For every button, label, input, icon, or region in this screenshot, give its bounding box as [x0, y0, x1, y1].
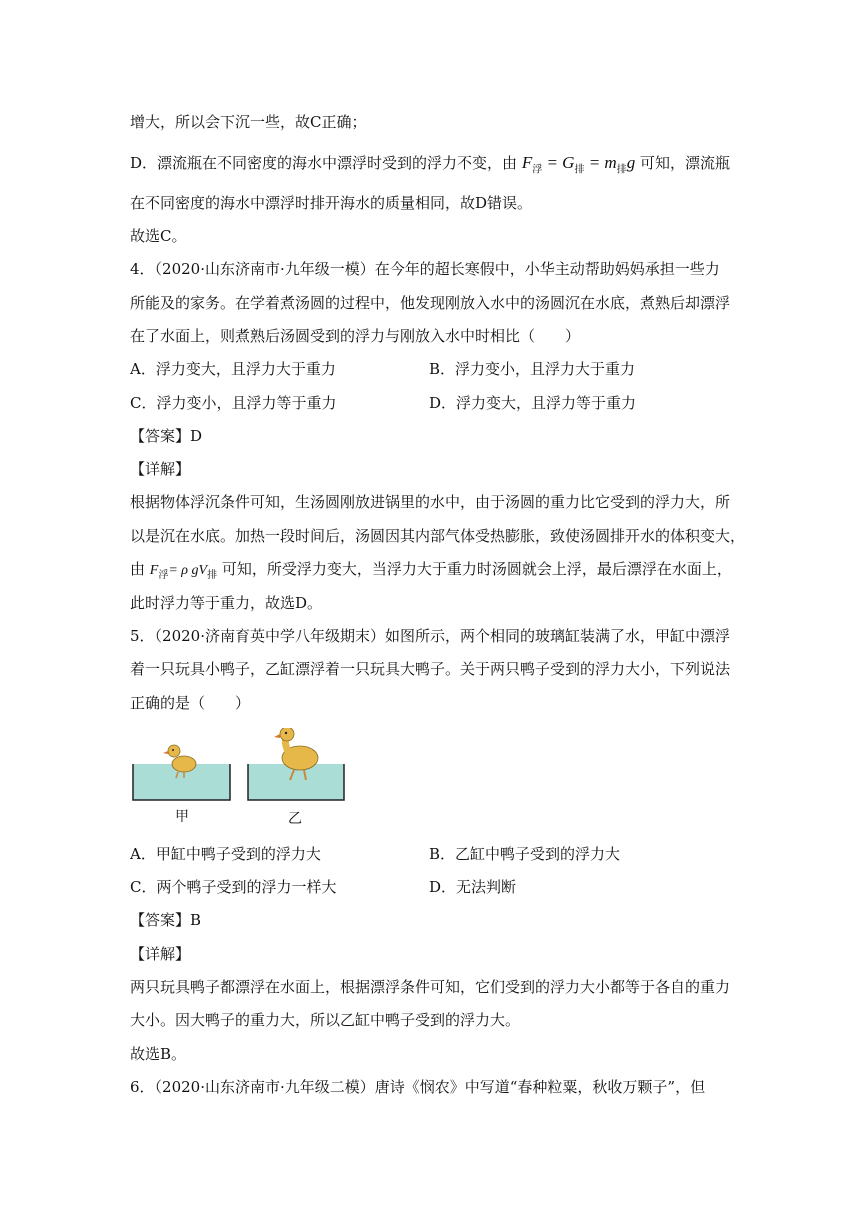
option-c: C．浮力变小，且浮力等于重力 — [130, 394, 337, 412]
detail-heading: 【详解】 — [130, 460, 191, 478]
tanks-illustration — [130, 728, 350, 828]
text-line: 所能及的家务。在学着煮汤圆的过程中，他发现刚放入水中的汤圆沉在水底，煮熟后却漂浮 — [130, 294, 731, 312]
text-segment: 可知，所受浮力变大，当浮力大于重力时汤圆就会上浮，最后漂浮在水面上， — [221, 560, 732, 578]
text-line: 以是沉在水底。加热一段时间后，汤圆因其内部气体受热膨胀，致使汤圆排开水的体积变大， — [130, 527, 746, 545]
text-line — [130, 152, 730, 181]
option-a: A．甲缸中鸭子受到的浮力大 — [130, 845, 321, 863]
text-line: 在不同密度的海水中漂浮时排开海水的质量相同，故D错误。 — [130, 194, 533, 212]
label-yi: 乙 — [288, 811, 302, 827]
option-b: B．乙缸中鸭子受到的浮力大 — [429, 845, 621, 863]
text-segment: 由 — [130, 560, 146, 578]
answer: 【答案】B — [130, 911, 202, 929]
option-c: C．两个鸭子受到的浮力一样大 — [130, 878, 337, 896]
answer: 【答案】D — [130, 427, 203, 445]
label-jia: 甲 — [175, 809, 189, 825]
text-line: 大小。因大鸭子的重力大，所以乙缸中鸭子受到的浮力大。 — [130, 1011, 521, 1029]
text-line: 增大，所以会下沉一些，故C正确； — [130, 113, 367, 131]
question-4: 4．（2020·山东济南市·九年级一模）在今年的超长寒假中，小华主动帮助妈妈承担一些力 — [130, 260, 720, 278]
question-5: 5．（2020·济南育英中学八年级期末）如图所示，两个相同的玻璃缸装满了水，甲缸中漂浮 — [130, 627, 730, 645]
detail-heading: 【详解】 — [130, 945, 191, 963]
text-line — [130, 558, 732, 587]
text-line: 故选B。 — [130, 1045, 187, 1063]
text-line: 两只玩具鸭子都漂浮在水面上，根据漂浮条件可知，它们受到的浮力大小都等于各自的重力 — [130, 978, 731, 996]
formula-buoyancy: $F_浮 = G_排 = m_排g$ — [521, 153, 636, 176]
option-d: D．浮力变大，且浮力等于重力 — [429, 394, 637, 412]
option-a: A．浮力变大，且浮力大于重力 — [130, 360, 336, 378]
text-line: 着一只玩具小鸭子，乙缸漂浮着一只玩具大鸭子。关于两只鸭子受到的浮力大小，下列说法 — [130, 660, 731, 678]
option-b: B．浮力变小，且浮力大于重力 — [429, 360, 636, 378]
formula-archimedes: $F_浮= \rho$ $gV_排$ — [149, 563, 218, 581]
question-6: 6．（2020·山东济南市·九年级二模）唐诗《悯农》中写道“春种粒粟，秋收万颗子”，但 — [130, 1078, 706, 1096]
text-segment: 可知，漂流瓶 — [639, 154, 730, 172]
option-d: D．无法判断 — [429, 878, 517, 896]
duck-tanks-figure — [130, 728, 350, 828]
text-line: 正确的是（ ） — [130, 694, 251, 712]
text-segment: D．漂流瓶在不同密度的海水中漂浮时受到的浮力不变，由 — [130, 154, 518, 172]
text-line: 根据物体浮沉条件可知，生汤圆刚放进锅里的水中，由于汤圆的重力比它受到的浮力大，所 — [130, 493, 731, 511]
text-line: 此时浮力等于重力，故选D。 — [130, 594, 323, 612]
text-line: 在了水面上，则煮熟后汤圆受到的浮力与刚放入水中时相比（ ） — [130, 327, 581, 345]
text-line: 故选C。 — [130, 227, 187, 245]
